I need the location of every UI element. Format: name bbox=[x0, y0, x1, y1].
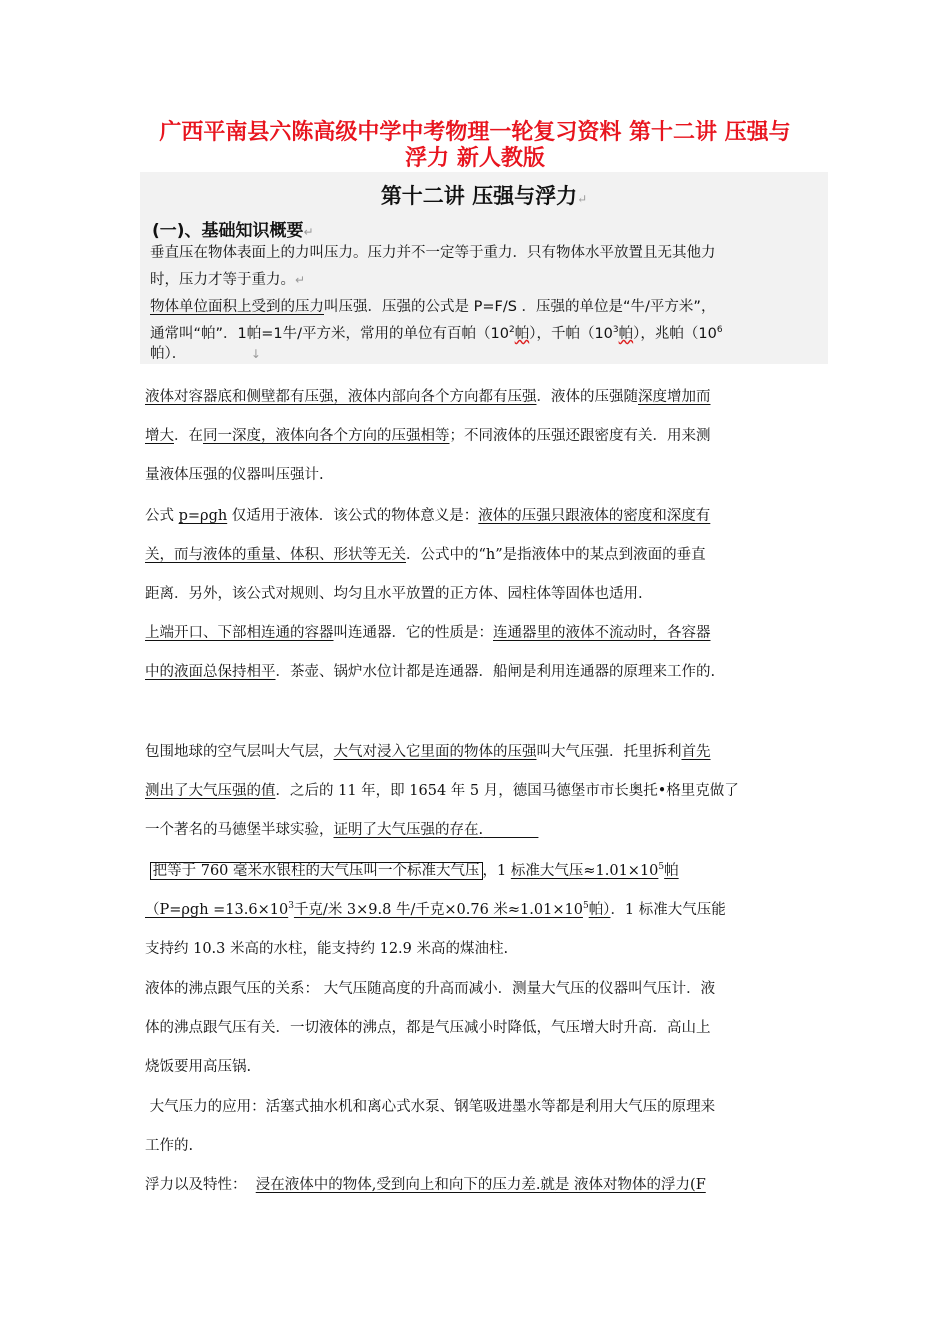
text-line: 物体单位面积上受到的压力叫压强．压强的公式是 P=F/S ．压强的单位是“牛/平方米”， bbox=[150, 299, 716, 315]
section-heading-text: (一)、基础知识概要 bbox=[152, 221, 304, 241]
formula-paragraph: 公式 p=ρgh 仅适用于液体．该公式的物体意义是：液体的压强只跟液体的密度和深度有 关，而与液体的重量、体积、形状等无关．公式中的“h”是指液体中的某点到液面的垂直 距离．另外，该公式对规则、均匀且水平放置的正方体、园柱体等固体也适用. bbox=[145, 508, 711, 602]
text-line: 帕）． ↓ bbox=[150, 346, 261, 362]
paragraph-mark: ↵ bbox=[295, 273, 306, 287]
boiling-point-paragraph: 液体的沸点跟气压的关系： 大气压随高度的升高而减小．测量大气压的仪器叫气压计．液 体的沸点跟气压有关．一切液体的沸点，都是气压减小时降低，气压增大时升高．高山上 烧饭要用高压锅. bbox=[145, 981, 716, 1075]
application-paragraph: 大气压力的应用：活塞式抽水机和离心式水泵、钢笔吸进墨水等都是利用大气压的原理来 工作的. bbox=[145, 1099, 716, 1154]
text-line: 时，压力才等于重力。↵ bbox=[150, 272, 306, 288]
document-title-line1: 广西平南县六陈高级中学中考物理一轮复习资料 第十二讲 压强与 bbox=[159, 120, 791, 145]
embedded-image-excerpt bbox=[140, 172, 828, 364]
liquid-pressure-paragraph: 液体对容器底和侧壁都有压强，液体内部向各个方向都有压强．液体的压强随深度增加而 增大．在同一深度，液体向各个方向的压强相等；不同液体的压强还跟密度有关．用来测 量液体压强的仪器叫压强计. bbox=[145, 389, 711, 483]
atmosphere-paragraph: 包围地球的空气层叫大气层，大气对浸入它里面的物体的压强叫大气压强．托里拆利首先 测出了大气压强的值．之后的 11 年，即 1654 年 5 月，德国马德堡市市长奥托•格里克做了 一个著名的马德堡半球实验，证明了大气压强的存在. bbox=[145, 744, 739, 838]
document-title-line2: 浮力 新人教版 bbox=[405, 146, 545, 171]
text-line: 垂直压在物体表面上的力叫压力。压力并不一定等于重力．只有物体水平放置且无其他力 bbox=[150, 245, 716, 261]
paragraph-mark: ↵ bbox=[303, 225, 314, 239]
line-break-mark: ↓ bbox=[250, 347, 261, 361]
document-title bbox=[120, 120, 830, 172]
connector-paragraph: 上端开口、下部相连通的容器叫连通器．它的性质是：连通器里的液体不流动时，各容器 中的液面总保持相平．茶壶、锅炉水位计都是连通器．船闸是利用连通器的原理来工作的. bbox=[145, 625, 716, 680]
text-line: 通常叫“帕”．1帕=1牛/平方米，常用的单位有百帕（$10^2$帕），千帕（$10^3$帕），兆帕（$10^6$ bbox=[150, 325, 723, 342]
pressure-formula bbox=[150, 294, 826, 348]
boxed-definition: 把等于 760 毫米水银柱的大气压叫一个标准大气压 bbox=[150, 862, 483, 880]
lecture-heading-text: 第十二讲 压强与浮力 bbox=[380, 183, 578, 208]
standard-pressure-paragraph: 把等于 760 毫米水银柱的大气压叫一个标准大气压 ，1 标准大气压$\approx 1.01\times 10^5$帕 （$P=\rho gh =13.6\times 10^3$千克/米 3×9.8 牛/千克×0.76 米$\approx 1.01\times 10^5$帕）．1 标准大气压能 支持约 10.3 米高的水柱，能支持约 12.9 米高的煤油柱. bbox=[145, 862, 726, 957]
buoyancy-paragraph: 浮力以及特性： 浸在液体中的物体,受到向上和向下的压力差.就是 液体对物体的浮力(F bbox=[145, 1177, 706, 1193]
paragraph-mark: ↵ bbox=[577, 192, 588, 206]
section-heading bbox=[152, 216, 314, 241]
pressure-definition bbox=[150, 240, 826, 294]
lecture-heading bbox=[140, 180, 828, 210]
